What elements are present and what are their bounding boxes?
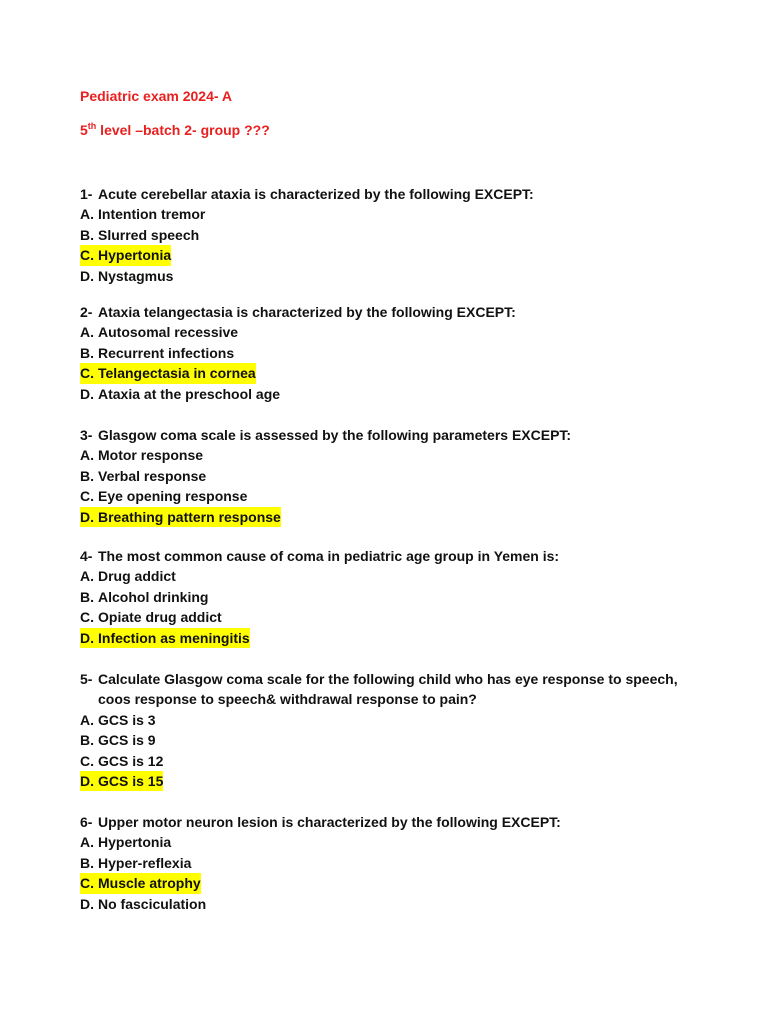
question-text: Calculate Glasgow coma scale for the following child who has eye response to speech, coos response to speech& withdrawal response to pain?	[98, 671, 678, 708]
option-letter: A.	[80, 711, 94, 728]
answer-option-highlighted	[80, 245, 700, 265]
option-text: Telangectasia in cornea	[98, 363, 256, 383]
option-text: Intention tremor	[98, 206, 206, 223]
option-text: Muscle atrophy	[98, 873, 201, 893]
answer-option	[80, 710, 700, 730]
subtitle-batch: level –batch 2- group ???	[96, 122, 270, 138]
answer-option	[80, 730, 700, 750]
answer-option	[80, 486, 700, 506]
option-text: No fasciculation	[98, 895, 207, 912]
option-text: Ataxia at the preschool age	[98, 385, 281, 402]
answer-option	[80, 587, 700, 607]
question-number: 3-	[80, 427, 93, 443]
question-stem	[80, 669, 700, 710]
question-stem	[80, 812, 700, 832]
option-letter: A.	[80, 834, 94, 851]
option-text: Recurrent infections	[98, 344, 235, 361]
option-text: Hypertonia	[98, 834, 172, 851]
option-letter: C.	[80, 752, 94, 769]
answer-option	[80, 225, 700, 245]
option-text: Verbal response	[98, 467, 207, 484]
answer-option	[80, 894, 700, 914]
option-letter: D.	[80, 385, 94, 402]
option-letter: C.	[80, 873, 98, 893]
option-letter: C.	[80, 245, 98, 265]
option-text: Nystagmus	[98, 267, 174, 284]
answer-option	[80, 204, 700, 224]
question-text: Ataxia telangectasia is characterized by the following EXCEPT:	[98, 304, 516, 320]
option-letter: B.	[80, 344, 94, 361]
option-letter: D.	[80, 267, 94, 284]
option-text: Hypertonia	[98, 245, 171, 265]
option-text: Drug addict	[98, 568, 176, 585]
exam-subtitle	[80, 121, 270, 139]
answer-option	[80, 607, 700, 627]
option-letter: D.	[80, 507, 98, 527]
question-number: 1-	[80, 186, 93, 202]
answer-option-highlighted	[80, 771, 700, 791]
option-text: GCS is 15	[98, 771, 163, 791]
option-letter: B.	[80, 226, 94, 243]
question-number: 4-	[80, 548, 93, 564]
answer-option-highlighted	[80, 873, 700, 893]
question-5	[80, 669, 700, 791]
question-text: Upper motor neuron lesion is characterized by the following EXCEPT:	[98, 814, 561, 830]
question-stem	[80, 425, 700, 445]
question-2	[80, 302, 700, 404]
option-letter: A.	[80, 324, 94, 341]
question-3	[80, 425, 700, 527]
question-6	[80, 812, 700, 914]
question-text: Glasgow coma scale is assessed by the following parameters EXCEPT:	[98, 427, 572, 443]
subtitle-superscript: th	[87, 121, 97, 131]
question-text: Acute cerebellar ataxia is characterized by the following EXCEPT:	[98, 186, 534, 202]
option-text: GCS is 9	[98, 732, 156, 749]
question-stem	[80, 302, 700, 322]
question-number: 5-	[80, 671, 93, 687]
question-number: 2-	[80, 304, 93, 320]
option-text: Hyper-reflexia	[98, 854, 192, 871]
question-1	[80, 184, 700, 286]
answer-option-highlighted	[80, 507, 700, 527]
option-letter: C.	[80, 609, 94, 626]
answer-option	[80, 266, 700, 286]
question-stem	[80, 184, 700, 204]
option-text: Alcohol drinking	[98, 588, 209, 605]
option-letter: A.	[80, 568, 94, 585]
option-letter: D.	[80, 628, 98, 648]
option-letter: A.	[80, 206, 94, 223]
answer-option	[80, 751, 700, 771]
answer-option	[80, 466, 700, 486]
option-text: Motor response	[98, 447, 204, 464]
answer-option	[80, 832, 700, 852]
answer-option	[80, 322, 700, 342]
answer-option-highlighted	[80, 363, 700, 383]
subtitle-level: 5	[80, 122, 88, 138]
option-letter: B.	[80, 467, 94, 484]
answer-option	[80, 853, 700, 873]
option-text: GCS is 3	[98, 711, 156, 728]
answer-option-highlighted	[80, 628, 700, 648]
option-text: Breathing pattern response	[98, 507, 281, 527]
option-letter: C.	[80, 488, 94, 505]
option-letter: A.	[80, 447, 94, 464]
option-letter: B.	[80, 732, 94, 749]
answer-option	[80, 343, 700, 363]
option-letter: B.	[80, 588, 94, 605]
option-text: Slurred speech	[98, 226, 200, 243]
question-text: The most common cause of coma in pediatric age group in Yemen is:	[98, 548, 560, 564]
option-text: Opiate drug addict	[98, 609, 222, 626]
option-text: Infection as meningitis	[98, 628, 250, 648]
answer-option	[80, 445, 700, 465]
exam-title: Pediatric exam 2024- A	[80, 88, 233, 104]
option-letter: D.	[80, 771, 98, 791]
question-4	[80, 546, 700, 648]
option-letter: C.	[80, 363, 98, 383]
option-text: GCS is 12	[98, 752, 164, 769]
option-letter: B.	[80, 854, 94, 871]
answer-option	[80, 384, 700, 404]
question-number: 6-	[80, 814, 93, 830]
question-stem	[80, 546, 700, 566]
option-letter: D.	[80, 895, 94, 912]
option-text: Autosomal recessive	[98, 324, 239, 341]
answer-option	[80, 566, 700, 586]
option-text: Eye opening response	[98, 488, 248, 505]
